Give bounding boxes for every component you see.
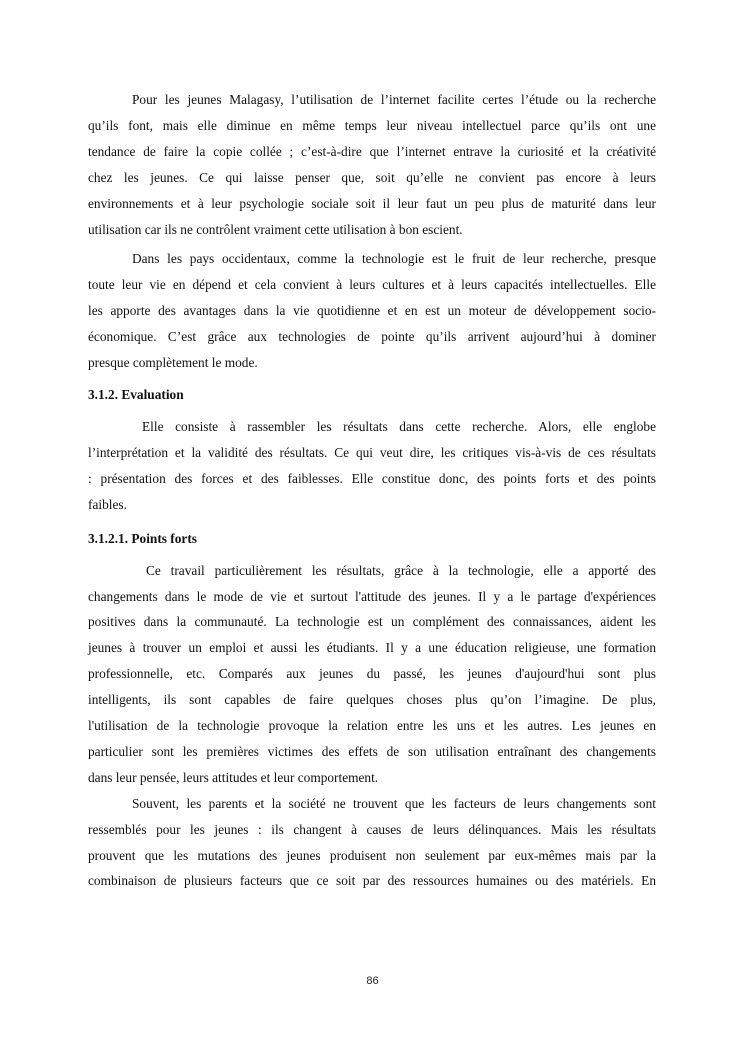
section-heading-evaluation: 3.1.2. Evaluation: [88, 386, 184, 402]
text-line: jeunes à trouver un emploi et aussi les étudiants. Il y a une éducation religieuse, une formation: [88, 640, 656, 656]
paragraph-3: [88, 414, 656, 518]
text-line: Dans les pays occidentaux, comme la technologie est le fruit de leur recherche, presque: [132, 251, 656, 267]
text-line: positives dans la communauté. La technologie est un complément des connaissances, aident les: [88, 614, 656, 630]
text-line: l'utilisation de la technologie provoque la relation entre les uns et les autres. Les jeunes en: [88, 718, 656, 734]
text-line: : présentation des forces et des faiblesses. Elle constitue donc, des points forts et des points: [88, 470, 656, 486]
text-line: Pour les jeunes Malagasy, l’utilisation de l’internet facilite certes l’étude ou la recherche: [132, 92, 656, 107]
text-line: particulier sont les premières victimes des effets de son utilisation entraînant des changements: [88, 743, 656, 759]
text-line: utilisation car ils ne contrôlent vraiment cette utilisation à bon escient.: [88, 221, 463, 237]
text-line: chez les jeunes. Ce qui laisse penser que, soit qu’elle ne convient pas encore à leurs: [88, 169, 656, 185]
text-line: prouvent que les mutations des jeunes produisent non seulement par eux-mêmes mais par la: [88, 847, 656, 863]
text-line: toute leur vie en dépend et cela convient à leurs cultures et à leurs capacités intellectuelles. Elle: [88, 277, 656, 293]
text-line: intelligents, ils sont capables de faire quelques choses plus qu’on l’imagine. De plus,: [88, 692, 656, 708]
text-line: qu’ils font, mais elle diminue en même temps leur niveau intellectuel parce qu’ils ont une: [88, 117, 656, 133]
paragraph-1: [88, 87, 656, 242]
text-line: faibles.: [88, 496, 127, 512]
text-line: économique. C’est grâce aux technologies de pointe qu’ils arrivent aujourd’hui à dominer: [88, 329, 656, 345]
section-heading-points-forts: 3.1.2.1. Points forts: [88, 530, 197, 546]
text-line: changements dans le mode de vie et surtout l'attitude des jeunes. Il y a le partage d'expériences: [88, 588, 656, 604]
paragraph-2: [88, 246, 656, 376]
text-line: presque complètement le mode.: [88, 355, 258, 371]
text-line: environnements et à leur psychologie sociale soit il leur faut un peu plus de maturité dans leur: [88, 195, 656, 211]
text-line: Ce travail particulièrement les résultats, grâce à la technologie, elle a apporté des: [146, 562, 656, 578]
text-line: dans leur pensée, leurs attitudes et leur comportement.: [88, 769, 379, 785]
text-line: ressemblés pour les jeunes : ils changent à causes de leurs délinquances. Mais les résultats: [88, 821, 656, 837]
text-line: les apporte des avantages dans la vie quotidienne et en est un moteur de développement socio-: [88, 303, 656, 319]
text-line: l’interprétation et la validité des résultats. Ce qui veut dire, les critiques vis-à-vis de ces résultats: [88, 444, 656, 460]
page-body: [88, 87, 656, 894]
page-number: 86: [366, 975, 379, 987]
paragraph-4: [88, 558, 656, 791]
text-line: tendance de faire la copie collée ; c’est-à-dire que l’internet entrave la curiosité et la créativité: [88, 143, 656, 159]
text-line: Souvent, les parents et la société ne trouvent que les facteurs de leurs changements sont: [132, 795, 656, 811]
paragraph-5: [88, 791, 656, 895]
text-line: professionnelle, etc. Comparés aux jeunes du passé, les jeunes d'aujourd'hui sont plus: [88, 666, 656, 682]
text-line: combinaison de plusieurs facteurs que ce soit par des ressources humaines ou des matériels. En: [88, 873, 656, 889]
text-line: Elle consiste à rassembler les résultats dans cette recherche. Alors, elle englobe: [142, 418, 656, 434]
